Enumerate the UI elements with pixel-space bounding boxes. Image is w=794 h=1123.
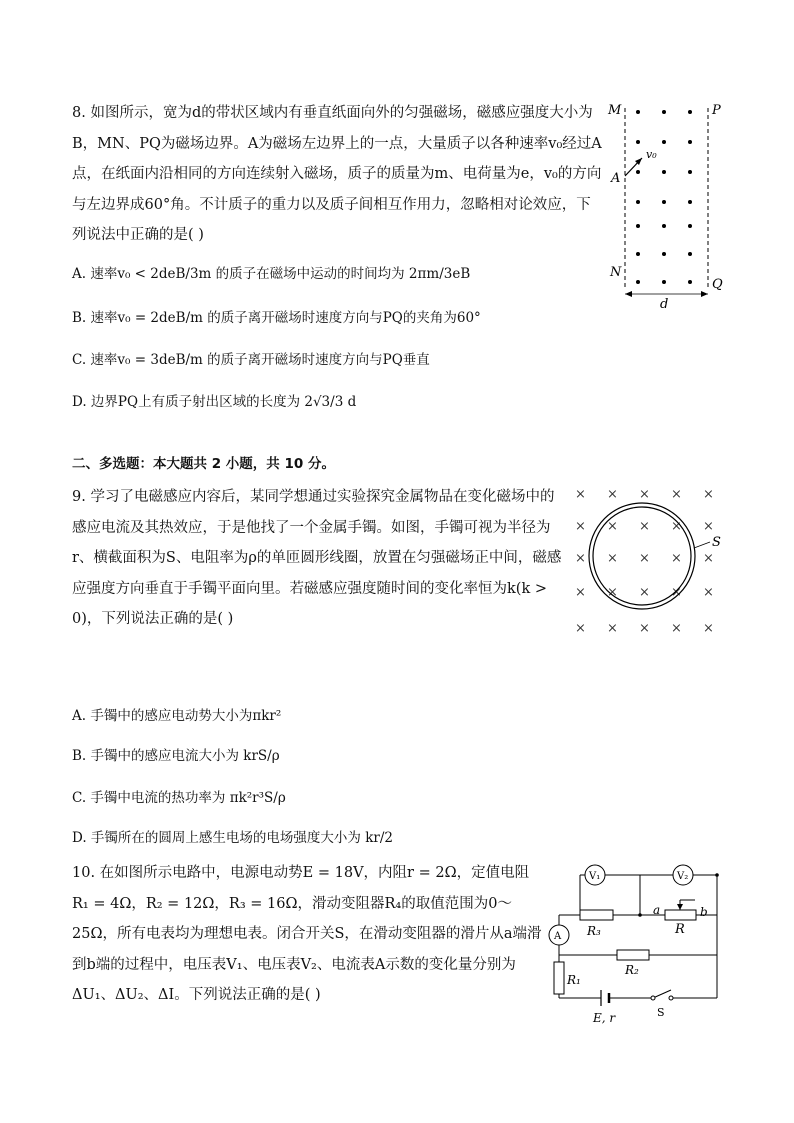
svg-text:×: ×: [703, 585, 714, 600]
svg-text:×: ×: [607, 621, 618, 636]
q8-option-b-text: B. 速率v₀ = 2deB/m 的质子离开磁场时速度方向与PQ的夹角为60°: [72, 310, 481, 326]
label-M: M: [608, 103, 622, 118]
q8-magnetic-field-figure: [600, 98, 740, 313]
label-P: P: [712, 103, 721, 118]
svg-text:×: ×: [703, 487, 714, 502]
question-10-stem: 10. 在如图所示电路中，电源电动势E = 18V，内阻r = 2Ω，定值电阻R₁ = 4Ω，R₂ = 12Ω，R₃ = 16Ω，滑动变阻器R₄的取值范围为0～25Ω，所有电表均为理想电表。闭合开关S，在滑动变阻器的滑片从a端滑到b端的过程中，电压表V₁、电压表V₂、电流表A示数的变化量分别为ΔU₁、ΔU₂、ΔI。下列说法正确的是( ): [72, 865, 542, 1003]
label-v0: v₀: [646, 148, 657, 161]
svg-text:×: ×: [671, 585, 682, 600]
label-R3: R₃: [587, 924, 601, 938]
svg-text:×: ×: [607, 487, 618, 502]
q9-option-c-text: C. 手镯中电流的热功率为 πk²r³S/ρ: [72, 790, 286, 806]
field-out-dots: [636, 110, 692, 284]
svg-text:×: ×: [575, 621, 586, 636]
q8-option-a-text: A. 速率v₀ < 2deB/3m 的质子在磁场中运动的时间均为 2πm/3eB: [72, 266, 471, 282]
svg-text:×: ×: [671, 487, 682, 502]
q9-option-b[interactable]: [72, 744, 280, 764]
label-d: d: [660, 297, 669, 312]
q9-bracelet-figure: [570, 484, 730, 639]
switch-S: [651, 996, 655, 1000]
label-N: N: [610, 265, 622, 280]
label-S: S: [712, 535, 721, 550]
label-R: R: [675, 922, 685, 937]
svg-text:×: ×: [575, 519, 586, 534]
resistor-R2: [617, 950, 649, 960]
label-Q: Q: [712, 277, 723, 292]
q8-option-d-text: D. 边界PQ上有质子射出区域的长度为 2√3/3 d: [72, 394, 357, 410]
label-A: A: [554, 931, 562, 942]
svg-text:×: ×: [575, 487, 586, 502]
q8-option-c-text: C. 速率v₀ = 3deB/m 的质子离开磁场时速度方向与PQ垂直: [72, 352, 430, 368]
svg-text:×: ×: [639, 551, 650, 566]
q8-option-a[interactable]: [72, 262, 470, 282]
q8-option-c[interactable]: [72, 348, 430, 368]
svg-text:×: ×: [703, 551, 714, 566]
question-9-stem: 9. 学习了电磁感应内容后，某同学想通过实验探究金属物品在变化磁场中的感应电流及其热效应，于是他找了一个金属手镯。如图，手镯可视为半径为r、横截面积为S、电阻率为ρ的单匝圆形线圈，放置在匀强磁场正中间，磁感应强度方向垂直于手镯平面向里。若磁感应强度随时间的变化率恒为k(k > 0)，下列说法正确的是( ): [72, 489, 562, 627]
svg-text:×: ×: [607, 585, 618, 600]
label-V2: V₂: [677, 871, 689, 882]
label-a: a: [653, 903, 661, 917]
q8-option-d[interactable]: [72, 390, 356, 410]
svg-text:×: ×: [575, 551, 586, 566]
q9-option-c[interactable]: [72, 786, 286, 806]
q9-option-b-text: B. 手镯中的感应电流大小为 krS/ρ: [72, 748, 280, 764]
label-V1: V₁: [589, 871, 601, 882]
label-R1: R₁: [567, 973, 581, 987]
resistor-R3: [580, 910, 613, 920]
svg-text:×: ×: [575, 585, 586, 600]
svg-text:×: ×: [639, 621, 650, 636]
label-A: A: [611, 171, 621, 186]
section-multiple-choice-header: 二、多选题：本大题共 2 小题，共 10 分。: [72, 456, 335, 472]
q9-option-a[interactable]: [72, 704, 281, 724]
q9-option-d[interactable]: [72, 826, 393, 846]
q9-option-a-text: A. 手镯中的感应电动势大小为πkr²: [72, 708, 282, 724]
q10-circuit-figure: [545, 860, 725, 1025]
label-E-r: E, r: [593, 1011, 616, 1025]
svg-text:×: ×: [639, 585, 650, 600]
svg-text:×: ×: [607, 519, 618, 534]
svg-text:×: ×: [671, 621, 682, 636]
q9-option-d-text: D. 手镯所在的圆周上感生电场的电场强度大小为 kr/2: [72, 830, 393, 846]
q8-option-b[interactable]: [72, 306, 481, 326]
question-8-stem: 8. 如图所示，宽为d的带状区域内有垂直纸面向外的匀强磁场，磁感应强度大小为B，MN、PQ为磁场边界。A为磁场左边界上的一点，大量质子以各种速率v₀经过A点，在纸面内沿相同的方向连续射入磁场，质子的质量为m、电荷量为e，v₀的方向与左边界成60°角。不计质子的重力以及质子间相互作用力，忽略相对论效应，下列说法中正确的是( ): [72, 105, 602, 243]
svg-text:×: ×: [607, 551, 618, 566]
label-S: S: [657, 1006, 665, 1019]
field-into-crosses: [575, 487, 714, 636]
svg-text:×: ×: [671, 519, 682, 534]
label-R2: R₂: [625, 963, 639, 977]
svg-text:×: ×: [703, 519, 714, 534]
svg-text:×: ×: [671, 551, 682, 566]
rheostat-R: [665, 910, 696, 920]
label-b: b: [700, 905, 708, 919]
svg-text:×: ×: [639, 487, 650, 502]
resistor-R1: [554, 962, 564, 994]
svg-text:×: ×: [639, 519, 650, 534]
svg-text:×: ×: [703, 621, 714, 636]
